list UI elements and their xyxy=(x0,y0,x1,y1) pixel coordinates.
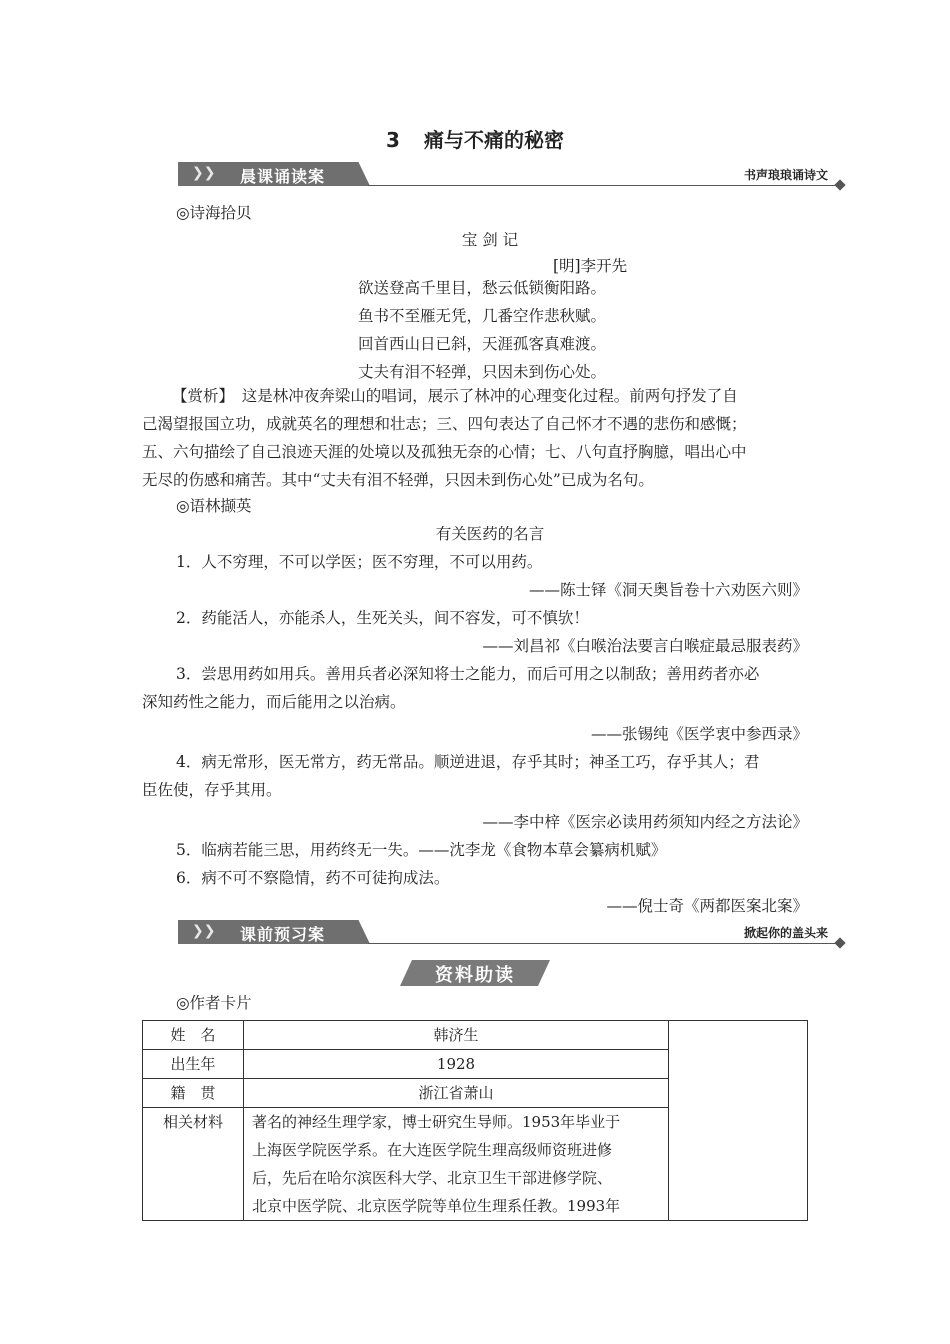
quote-item: 3．尝思用药如用兵。善用兵者必深知将士之能力，而后可用之以制敌；善用药者亦必 xyxy=(176,665,760,683)
material-line: 著名的神经生理学家，博士研究生导师。1953年毕业于 xyxy=(252,1113,621,1131)
section-author-heading: ◎作者卡片 xyxy=(176,994,252,1012)
lesson-number: 3 xyxy=(386,128,400,152)
morning-reading-banner xyxy=(178,162,846,188)
poem-line: 回首西山日已斜，天涯孤客真难渡。 xyxy=(358,335,607,353)
appreciation-line: 己渴望报国立功，成就英名的理想和壮志；三、四句表达了自己怀才不遇的悲伤和感慨； xyxy=(142,415,747,433)
quote-item: 5．临病若能三思，用药终无一失。——沈李龙《食物本草会纂病机赋》 xyxy=(176,841,667,859)
section-poem-heading: ◎诗海拾贝 xyxy=(176,204,252,222)
banner-slogan: 书声琅琅诵诗文 xyxy=(743,168,828,182)
poem-author: [明]李开先 xyxy=(553,257,628,275)
appreciation-line: 【赏析】 这是林冲夜奔梁山的唱词，展示了林冲的心理变化过程。前两句抒发了自 xyxy=(172,387,738,405)
born-value: 1928 xyxy=(244,1050,669,1079)
quote-item: 1．人不穷理，不可以学医；医不穷理，不可以用药。 xyxy=(176,553,543,571)
material-line: 北京中医学院、北京医学院等单位生理系任教。1993年 xyxy=(252,1197,621,1215)
quotes-list xyxy=(142,548,808,920)
poem-body xyxy=(358,274,606,386)
quote-item: 2．药能活人，亦能杀人，生死关头，间不容发，可不慎欤！ xyxy=(176,609,589,627)
quote-item: 6．病不可不察隐情，药不可徒拘成法。 xyxy=(176,869,450,887)
table-row xyxy=(143,1021,808,1050)
poem-title: 宝 剑 记 xyxy=(461,231,519,249)
origin-value: 浙江省萧山 xyxy=(244,1079,669,1108)
poem-line: 鱼书不至雁无凭，几番空作悲秋赋。 xyxy=(358,307,607,325)
author-card-table xyxy=(142,1020,808,1221)
born-label: 出生年 xyxy=(143,1050,244,1079)
name-value: 韩济生 xyxy=(244,1021,669,1050)
poem-line: 欲送登高千里目，愁云低锁衡阳路。 xyxy=(358,279,607,297)
page-title xyxy=(0,124,950,153)
material-value xyxy=(244,1108,669,1221)
quote-item-cont: 臣佐使，存乎其用。 xyxy=(142,781,282,799)
section-quotes-heading: ◎语林撷英 xyxy=(176,497,252,515)
diamond-icon xyxy=(834,179,845,190)
origin-label: 籍 贯 xyxy=(143,1079,244,1108)
chevron-icon: ❯❯ xyxy=(192,923,216,939)
banner-rule xyxy=(368,185,838,186)
ziliao-badge xyxy=(400,960,550,986)
lesson-title: 痛与不痛的秘密 xyxy=(423,128,564,152)
name-label: 姓 名 xyxy=(143,1021,244,1050)
quote-source: ——陈士铎《洞天奥旨卷十六劝医六则》 xyxy=(528,581,808,599)
appreciation-line: 无尽的伤感和痛苦。其中“丈夫有泪不轻弹，只因未到伤心处”已成为名句。 xyxy=(142,471,654,489)
banner-slogan: 掀起你的盖头来 xyxy=(743,926,828,940)
quote-source: ——刘昌祁《白喉治法要言白喉症最忌服表药》 xyxy=(482,637,808,655)
material-label: 相关材料 xyxy=(143,1108,244,1221)
badge-label: 资料助读 xyxy=(435,965,515,986)
diamond-icon xyxy=(834,937,845,948)
material-line: 后，先后在哈尔滨医科大学、北京卫生干部进修学院、 xyxy=(252,1169,613,1187)
quote-item: 4．病无常形，医无常方，药无常品。顺逆进退，存乎其时；神圣工巧，存乎其人；君 xyxy=(176,753,760,771)
material-line: 上海医学院医学系。在大连医学院生理高级师资班进修 xyxy=(252,1141,613,1159)
quote-source: ——张锡纯《医学衷中参西录》 xyxy=(590,725,808,743)
poem-line: 丈夫有泪不轻弹，只因未到伤心处。 xyxy=(358,363,607,381)
quote-source: ——倪士奇《两都医案北案》 xyxy=(606,897,808,915)
quote-source: ——李中梓《医宗必读用药须知内经之方法论》 xyxy=(482,813,808,831)
quotes-title: 有关医药的名言 xyxy=(435,525,545,543)
appreciation-paragraph xyxy=(142,382,808,494)
banner-label: 课前预习案 xyxy=(240,925,326,944)
photo-cell xyxy=(669,1021,808,1221)
banner-label: 晨课诵读案 xyxy=(240,167,326,186)
appreciation-line: 五、六句描绘了自己浪迹天涯的处境以及孤独无奈的心情；七、八句直抒胸臆，唱出心中 xyxy=(142,443,747,461)
chevron-icon: ❯❯ xyxy=(192,165,216,181)
quote-item-cont: 深知药性之能力，而后能用之以治病。 xyxy=(142,693,406,711)
banner-rule xyxy=(368,943,838,944)
preview-banner xyxy=(178,920,846,946)
